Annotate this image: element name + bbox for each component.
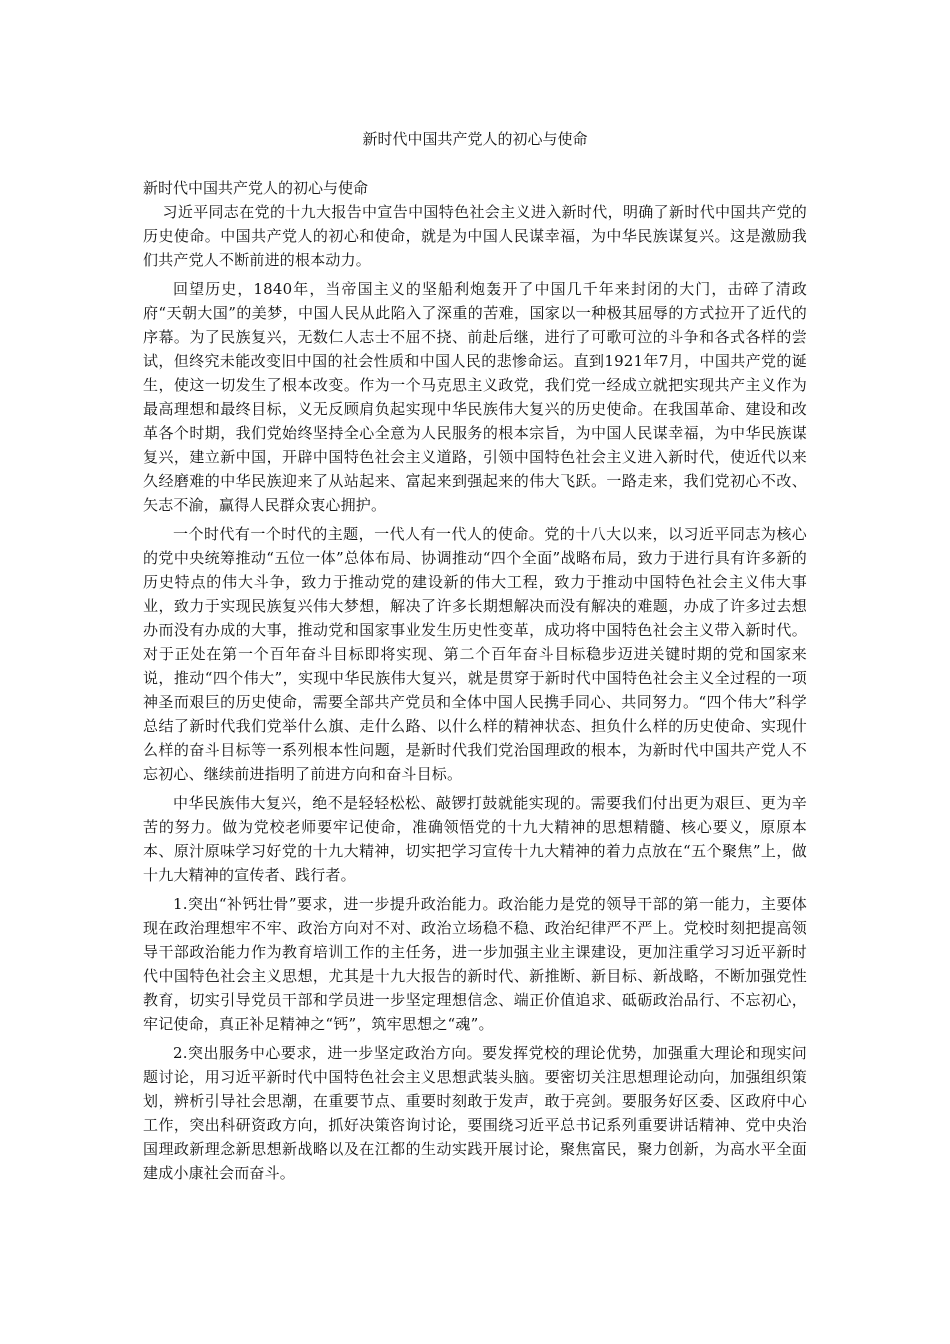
page-title: 新时代中国共产党人的初心与使命 [362, 130, 588, 148]
paragraph-point-1: 1.突出“补钙壮骨”要求，进一步提升政治能力。政治能力是党的领导干部的第一能力，主要体现在政治理想牢不牢、政治方向对不对、政治立场稳不稳、政治纪律严不严上。党校时刻把提高领导干部政治能力作为教育培训工作的主任务，进一步加强主业主课建设，更加注重学习习近平新时代中国特色社会主义思想，尤其是十九大报告的新时代、新推断、新目标、新战略，不断加强党性教育，切实引导党员干部和学员进一步坚定理想信念、端正价值追求、砥砺政治品行、不忘初心，牢记使命，真正补足精神之“钙”，筑牢思想之“魂”。 [143, 895, 807, 1033]
document-subtitle: 新时代中国共产党人的初心与使命 [143, 179, 369, 197]
paragraph-intro: 习近平同志在党的十九大报告中宣告中国特色社会主义进入新时代，明确了新时代中国共产党的历史使命。中国共产党人的初心和使命，就是为中国人民谋幸福，为中华民族谋复兴。这是激励我们共产党人不断前进的根本动力。 [143, 203, 807, 269]
paragraph-era-theme: 一个时代有一个时代的主题，一代人有一代人的使命。党的十八大以来，以习近平同志为核心的党中央统筹推动“五位一体”总体布局、协调推动“四个全面”战略布局，致力于进行具有许多新的历史特点的伟大斗争，致力于推动党的建设新的伟大工程，致力于推动中国特色社会主义伟大事业，致力于实现民族复兴伟大梦想，解决了许多长期想解决而没有解决的难题，办成了许多过去想办而没有办成的大事，推动党和国家事业发生历史性变革，成功将中国特色社会主义带入新时代。对于正处在第一个百年奋斗目标即将实现、第二个百年奋斗目标稳步迈进关键时期的党和国家来说，推动“四个伟大”，实现中华民族伟大复兴，就是贯穿于新时代中国特色社会主义全过程的一项神圣而艰巨的历史使命，需要全部共产党员和全体中国人民携手同心、共同努力。“四个伟大”科学总结了新时代我们党举什么旗、走什么路、以什么样的精神状态、担负什么样的历史使命、实现什么样的奋斗目标等一系列根本性问题，是新时代我们党治国理政的根本，为新时代中国共产党人不忘初心、继续前进指明了前进方向和奋斗目标。 [143, 525, 807, 783]
paragraph-history: 回望历史，1840年，当帝国主义的坚船利炮轰开了中国几千年来封闭的大门，击碎了清政府“天朝大国”的美梦，中国人民从此陷入了深重的苦难，国家以一种极其屈辱的方式拉开了近代的序幕。为了民族复兴，无数仁人志士不屈不挠、前赴后继，进行了可歌可泣的斗争和各式各样的尝试，但终究未能改变旧中国的社会性质和中国人民的悲惨命运。直到1921年7月，中国共产党的诞生，使这一切发生了根本改变。作为一个马克思主义政党，我们党一经成立就把实现共产主义作为最高理想和最终目标，义无反顾肩负起实现中华民族伟大复兴的历史使命。在我国革命、建设和改革各个时期，我们党始终坚持全心全意为人民服务的根本宗旨，为中国人民谋幸福，为中华民族谋复兴，建立新中国，开辟中国特色社会主义道路，引领中国特色社会主义进入新时代，使近代以来久经磨难的中华民族迎来了从站起来、富起来到强起来的伟大飞跃。一路走来，我们党初心不改、矢志不渝，赢得人民群众衷心拥护。 [143, 280, 807, 514]
document-body [143, 176, 807, 1190]
paragraph-rejuvenation: 中华民族伟大复兴，绝不是轻轻松松、敲锣打鼓就能实现的。需要我们付出更为艰巨、更为辛苦的努力。做为党校老师要牢记使命，准确领悟党的十九大精神的思想精髓、核心要义，原原本本、原汁原味学习好党的十九大精神，切实把学习宣传十九大精神的着力点放在“五个聚焦”上，做十九大精神的宣传者、践行者。 [143, 794, 807, 884]
paragraph-point-2: 2.突出服务中心要求，进一步坚定政治方向。要发挥党校的理论优势，加强重大理论和现实问题讨论，用习近平新时代中国特色社会主义思想武装头脑。要密切关注思想理论动向，加强组织策划，辨析引导社会思潮，在重要节点、重要时刻敢于发声，敢于亮剑。要服务好区委、区政府中心工作，突出科研资政方向，抓好决策咨询讨论，要围绕习近平总书记系列重要讲话精神、党中央治国理政新理念新思想新战略以及在江都的生动实践开展讨论，聚焦富民，聚力创新，为高水平全面建成小康社会而奋斗。 [143, 1044, 807, 1182]
